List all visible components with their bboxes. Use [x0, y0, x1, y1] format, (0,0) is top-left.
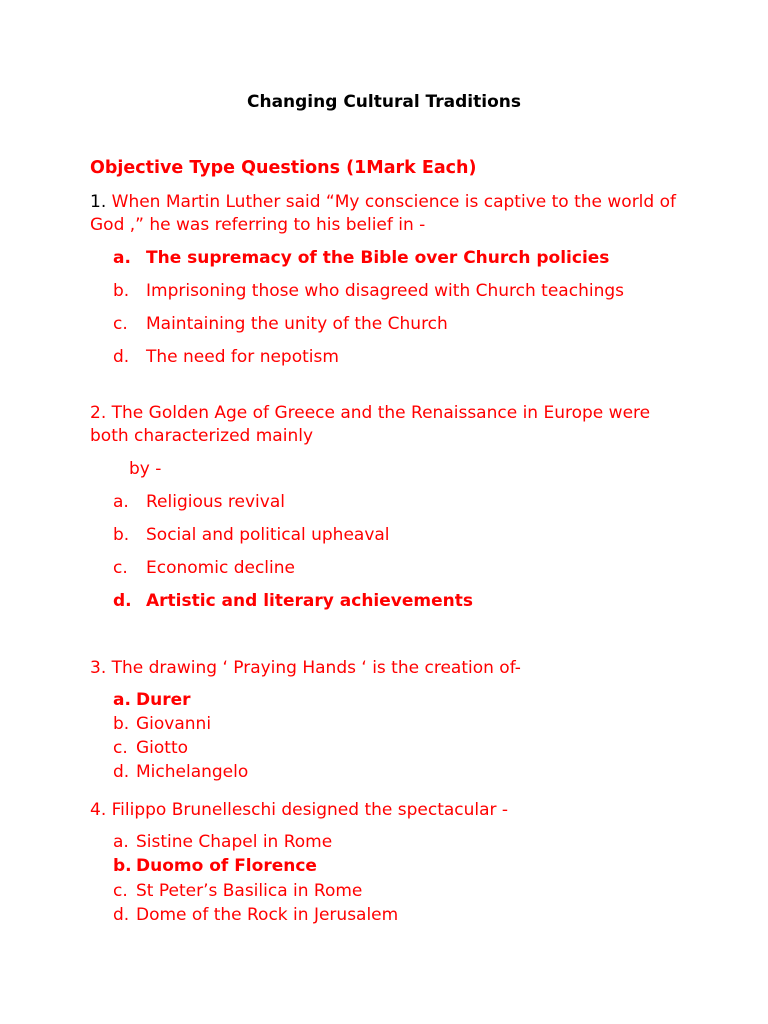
question-4-option-b [113, 856, 317, 876]
question-1-option-c [113, 313, 448, 336]
question-1 [90, 191, 690, 237]
option-letter: a. [113, 492, 129, 512]
option-letter: b. [113, 714, 130, 734]
question-3-option-a [113, 690, 191, 710]
question-2-continuation: by - [129, 459, 162, 479]
option-text: St Peter’s Basilica in Rome [136, 881, 363, 901]
section-heading: Objective Type Questions (1Mark Each) [90, 158, 477, 178]
option-letter: a. [113, 690, 131, 710]
option-text: Durer [136, 690, 191, 710]
page-title: Changing Cultural Traditions [246, 92, 521, 112]
option-letter: b. [113, 856, 132, 876]
option-text: The need for nepotism [146, 347, 339, 367]
option-text: Giovanni [136, 714, 212, 734]
option-text: Michelangelo [136, 762, 249, 782]
option-letter: a. [113, 248, 131, 268]
option-letter: b. [113, 525, 130, 545]
question-3-option-d [113, 762, 248, 782]
question-2-option-d [113, 590, 473, 613]
question-4-option-a [113, 832, 332, 852]
question-4-option-d [113, 905, 398, 925]
option-text: Sistine Chapel in Rome [136, 832, 333, 852]
option-text: Maintaining the unity of the Church [146, 314, 448, 334]
option-text: Artistic and literary achievements [146, 591, 473, 611]
option-letter: b. [113, 281, 130, 301]
question-1-text: When Martin Luther said “My conscience is captive to the world of God ,” he was referring to his belief in - [90, 192, 676, 235]
option-text: The supremacy of the Bible over Church policies [146, 248, 610, 268]
option-letter: d. [113, 905, 130, 925]
question-4-option-c [113, 881, 362, 901]
question-2-option-a [113, 491, 285, 514]
option-text: Social and political upheaval [146, 525, 390, 545]
question-3-option-c [113, 738, 188, 758]
option-letter: d. [113, 762, 130, 782]
option-letter: c. [113, 558, 128, 578]
option-letter: d. [113, 591, 132, 611]
question-3-text: 3. The drawing ‘ Praying Hands ‘ is the creation of- [90, 658, 521, 678]
option-letter: c. [113, 314, 128, 334]
option-text: Economic decline [146, 558, 295, 578]
option-letter: c. [113, 881, 128, 901]
option-letter: d. [113, 347, 130, 367]
question-2-option-c [113, 557, 295, 580]
option-text: Duomo of Florence [136, 856, 317, 876]
option-text: Religious revival [146, 492, 285, 512]
question-3-option-b [113, 714, 211, 734]
option-letter: c. [113, 738, 128, 758]
question-1-number: 1. [90, 192, 107, 212]
question-2-text: 2. The Golden Age of Greece and the Renaissance in Europe were both characterized mainly [90, 403, 651, 446]
question-1-option-b [113, 280, 624, 303]
question-1-option-d [113, 346, 339, 369]
option-text: Giotto [136, 738, 189, 758]
option-text: Dome of the Rock in Jerusalem [136, 905, 399, 925]
question-4-text: 4. Filippo Brunelleschi designed the spectacular - [90, 800, 509, 820]
question-1-option-a [113, 247, 609, 270]
option-letter: a. [113, 832, 129, 852]
question-2-option-b [113, 524, 390, 547]
option-text: Imprisoning those who disagreed with Church teachings [146, 281, 624, 301]
